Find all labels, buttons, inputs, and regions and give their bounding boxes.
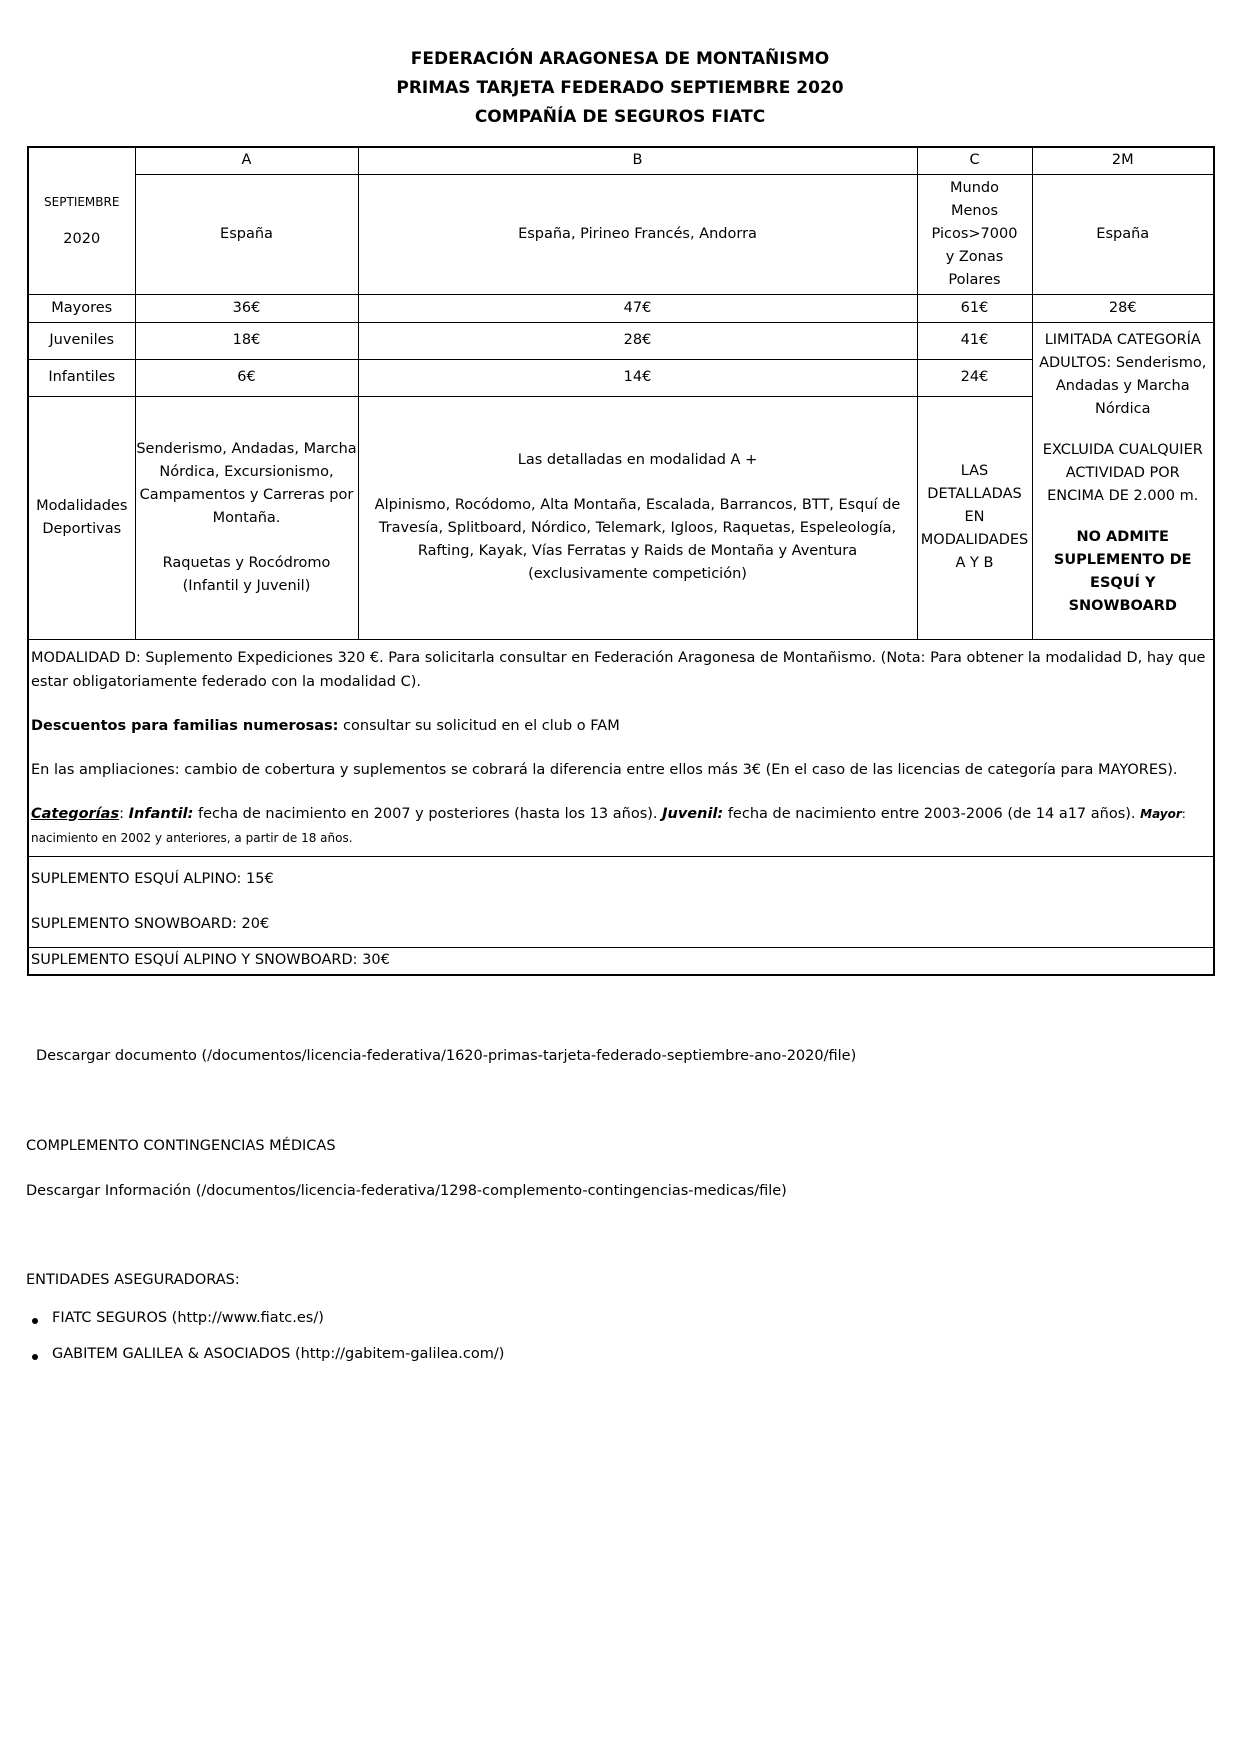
doc-title-line1: FEDERACIÓN ARAGONESA DE MONTAÑISMO <box>410 49 830 69</box>
price-infantiles-a: 6€ <box>135 359 358 396</box>
doc-title-line3: COMPAÑÍA DE SEGUROS FIATC <box>474 107 766 127</box>
restriction-line: SUPLEMENTO DE <box>1053 551 1192 568</box>
premiums-table <box>27 146 1215 976</box>
supplement-both-label: SUPLEMENTO ESQUÍ ALPINO Y SNOWBOARD: <box>31 952 358 969</box>
doc-title-line2: PRIMAS TARJETA FEDERADO SEPTIEMBRE 2020 <box>396 78 844 98</box>
categories-note <box>31 802 1211 850</box>
entidades-heading: ENTIDADES ASEGURADORAS: <box>26 1272 240 1288</box>
supplement-snowboard <box>31 902 1213 947</box>
modalidad-d-note <box>31 646 1211 694</box>
text-line: LAS <box>960 463 989 479</box>
supplement-both-price: 30€ <box>357 952 390 969</box>
juvenil-text: fecha de nacimiento entre 2003-2006 (de 14 a17 años). <box>723 805 1141 822</box>
restriction-line: ADULTOS: Senderismo, <box>1039 354 1207 371</box>
coverage-c-line: y Zonas <box>945 248 1004 265</box>
text-line: MODALIDADES <box>920 532 1029 548</box>
coverage-c-line: Mundo <box>950 179 999 196</box>
text-line: (exclusivamente competición) <box>528 566 747 582</box>
price-mayores-a: 36€ <box>135 294 358 322</box>
supplements-cell <box>28 856 1214 947</box>
corner-year: 2020 <box>63 230 101 247</box>
row-label-line: Modalidades <box>36 497 128 514</box>
corner-month: SEPTIEMBRE <box>44 194 120 209</box>
juvenil-label: Juvenil: <box>662 805 724 822</box>
text-line: Las detalladas en modalidad A + <box>517 452 758 468</box>
mayor-label: Mayor <box>1140 806 1182 821</box>
categories-colon: : <box>119 805 129 822</box>
coverage-2m: España <box>1032 174 1214 294</box>
download-info-link[interactable]: Descargar Información (/documentos/licencia-federativa/1298-complemento-contingencias-medicas/file) <box>26 1183 787 1199</box>
text-line: A Y B <box>955 555 994 571</box>
price-infantiles-c: 24€ <box>917 359 1032 396</box>
coverage-c <box>917 174 1032 294</box>
restriction-line: EXCLUIDA CUALQUIER <box>1042 441 1203 458</box>
coverage-a: España <box>135 174 358 294</box>
discount-label: Descuentos para familias numerosas: <box>31 717 339 734</box>
supplement-both <box>28 947 1214 975</box>
text-line: Raquetas y Rocódromo <box>162 554 331 571</box>
price-mayores-b: 47€ <box>358 294 917 322</box>
modalidades-b <box>358 396 917 639</box>
supplement-ski-price: 15€ <box>241 870 274 887</box>
supplement-snowboard-label: SUPLEMENTO SNOWBOARD: <box>31 915 237 932</box>
restrictions-2m <box>1032 322 1214 639</box>
supplement-ski-label: SUPLEMENTO ESQUÍ ALPINO: <box>31 870 242 887</box>
modalidad-d-label: MODALIDAD D: <box>31 649 141 666</box>
modalidades-a <box>135 396 358 639</box>
table-row <box>28 322 1214 359</box>
discount-note <box>31 714 1211 738</box>
categories-label: Categorías <box>31 805 120 822</box>
supplement-ski <box>31 857 1213 902</box>
infantil-text: fecha de nacimiento en 2007 y posteriores (hasta los 13 años). <box>193 805 663 822</box>
coverage-b: España, Pirineo Francés, Andorra <box>358 174 917 294</box>
price-mayores-c: 61€ <box>917 294 1032 322</box>
table-row <box>28 947 1214 975</box>
table-corner-cell <box>28 147 135 294</box>
table-row <box>28 856 1214 947</box>
text-line: Montaña. <box>212 509 281 526</box>
mayor-text: : nacimiento en 2002 y anteriores, a partir de 18 años. <box>31 806 1186 845</box>
text-line: Nórdica, Excursionismo, <box>159 463 334 480</box>
text-line: (Infantil y Juvenil) <box>182 577 311 594</box>
restriction-line: ESQUÍ Y <box>1090 574 1156 591</box>
table-row <box>28 639 1214 856</box>
text-line: Alpinismo, Rocódomo, Alta Montaña, Escalada, Barrancos, BTT, Esquí de <box>374 497 901 513</box>
insurers-list <box>26 1310 504 1382</box>
infantil-label: Infantil: <box>128 805 194 822</box>
row-label-line: Deportivas <box>42 520 122 537</box>
text-line: DETALLADAS <box>927 486 1022 502</box>
coverage-c-line: Menos <box>950 202 999 219</box>
insurer-fiatc-link[interactable]: FIATC SEGUROS (http://www.fiatc.es/) <box>26 1310 504 1334</box>
row-label-juveniles: Juveniles <box>28 322 135 359</box>
text-line: Rafting, Kayak, Vías Ferratas y Raids de Montaña y Aventura <box>417 543 858 559</box>
discount-text: consultar su solicitud en el club o FAM <box>338 717 620 734</box>
insurer-gabitem-link[interactable]: GABITEM GALILEA & ASOCIADOS (http://gabitem-galilea.com/) <box>26 1346 504 1370</box>
coverage-c-line: Picos>7000 <box>931 225 1018 242</box>
price-juveniles-b: 28€ <box>358 322 917 359</box>
notes-cell <box>28 639 1214 856</box>
column-header-a: A <box>135 147 358 174</box>
column-header-c: C <box>917 147 1032 174</box>
text-line: Travesía, Splitboard, Nórdico, Telemark, Igloos, Raquetas, Espeleología, <box>378 520 897 536</box>
supplement-snowboard-price: 20€ <box>236 915 270 932</box>
restriction-line: LIMITADA CATEGORÍA <box>1044 331 1201 348</box>
restriction-line: ACTIVIDAD POR <box>1065 464 1180 481</box>
table-row <box>28 294 1214 322</box>
column-header-b: B <box>358 147 917 174</box>
row-label-infantiles: Infantiles <box>28 359 135 396</box>
price-juveniles-a: 18€ <box>135 322 358 359</box>
price-mayores-2m: 28€ <box>1032 294 1214 322</box>
row-label-mayores: Mayores <box>28 294 135 322</box>
restriction-line: Andadas y Marcha <box>1055 377 1190 394</box>
text-line: Campamentos y Carreras por <box>139 486 354 503</box>
modalidades-c <box>917 396 1032 639</box>
download-document-link[interactable]: Descargar documento (/documentos/licencia-federativa/1620-primas-tarjeta-federado-septiembre-ano-2020/file) <box>36 1048 857 1064</box>
text-line: EN <box>964 509 985 525</box>
row-label-modalidades <box>28 396 135 639</box>
restriction-line: ENCIMA DE 2.000 m. <box>1047 487 1199 504</box>
restriction-line: Nórdica <box>1094 400 1151 417</box>
coverage-c-line: Polares <box>948 271 1001 288</box>
restriction-line: NO ADMITE <box>1076 528 1169 545</box>
text-line: Senderismo, Andadas, Marcha <box>136 440 357 457</box>
complemento-heading: COMPLEMENTO CONTINGENCIAS MÉDICAS <box>26 1138 336 1154</box>
price-infantiles-b: 14€ <box>358 359 917 396</box>
price-juveniles-c: 41€ <box>917 322 1032 359</box>
restriction-line: SNOWBOARD <box>1068 597 1177 614</box>
ampliaciones-note: En las ampliaciones: cambio de cobertura y suplementos se cobrará la diferencia entre ellos más 3€ (En el caso de las licencias de categoría para MAYORES). <box>31 761 1178 778</box>
column-header-2m: 2M <box>1032 147 1214 174</box>
modalidad-d-text: Suplemento Expediciones 320 €. Para solicitarla consultar en Federación Aragonesa de Montañismo. (Nota: Para obtener la modalidad D, hay que estar obligatoriamente federado con la modalidad C). <box>31 649 1206 690</box>
